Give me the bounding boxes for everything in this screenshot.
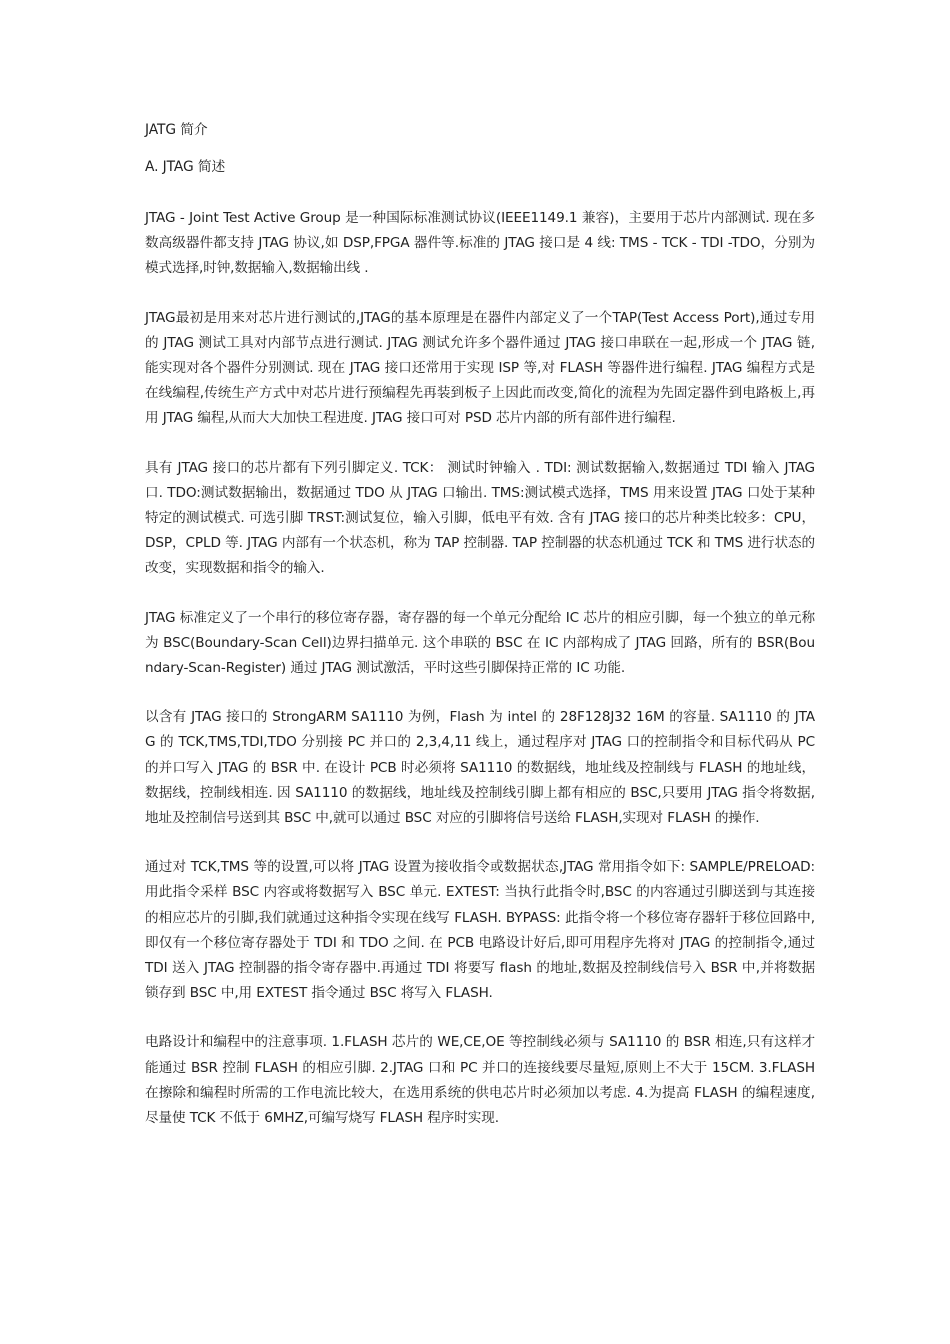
document-page: [145, 118, 815, 1155]
paragraph-principle: JTAG最初是用来对芯片进行测试的,JTAG的基本原理是在器件内部定义了一个TAP(Test Access Port),通过专用的 JTAG 测试工具对内部节点进行测试. JTAG 测试允许多个器件通过 JTAG 接口串联在一起,形成一个 JTAG 链, 能实现对各个器件分别测试. 现在 JTAG 接口还常用于实现 ISP 等,对 FLASH 等器件进行编程. JTAG 编程方式是在线编程,传统生产方式中对芯片进行预编程先再装到板子上因此而改变,简化的流程为先固定器件到电路板上,再用 JTAG 编程,从而大大加快工程进度. JTAG 接口可对 PSD 芯片内部的所有部件进行编程.: [145, 309, 815, 427]
paragraph-overview: JTAG - Joint Test Active Group 是一种国际标准测试协议(IEEE1149.1 兼容)，主要用于芯片内部测试. 现在多数高级器件都支持 JTAG 协议,如 DSP,FPGA 器件等.标准的 JTAG 接口是 4 线: TMS - TCK - TDI -TDO，分别为模式选择,时钟,数据输入,数据输出线 .: [145, 210, 815, 277]
paragraph-example: 以含有 JTAG 接口的 StrongARM SA1110 为例，Flash 为 intel 的 28F128J32 16M 的容量. SA1110 的 JTAG 的 TCK,TMS,TDI,TDO 分别接 PC 并口的 2,3,4,11 线上，通过程序对 JTAG 口的控制指令和目标代码从 PC 的并口写入 JTAG 的 BSR 中. 在设计 PCB 时必须将 SA1110 的数据线，地址线及控制线与 FLASH 的地址线，数据线，控制线相连. 因 SA1110 的数据线，地址线及控制线引脚上都有相应的 BSC,只要用 JTAG 指令将数据,地址及控制信号送到其 BSC 中,就可以通过 BSC 对应的引脚将信号送给 FLASH,实现对 FLASH 的操作.: [145, 709, 815, 827]
paragraph-boundary-scan: JTAG 标准定义了一个串行的移位寄存器，寄存器的每一个单元分配给 IC 芯片的相应引脚，每一个独立的单元称为 BSC(Boundary-Scan Cell)边界扫描单元. 这个串联的 BSC 在 IC 内部构成了 JTAG 回路，所有的 BSR(Boundary-Scan-Register) 通过 JTAG 测试激活，平时这些引脚保持正常的 IC 功能.: [145, 609, 815, 677]
section-heading: A. JTAG 简述: [145, 159, 226, 175]
document-title: JATG 简介: [145, 122, 208, 138]
paragraph-notes: 电路设计和编程中的注意事项. 1.FLASH 芯片的 WE,CE,OE 等控制线必须与 SA1110 的 BSR 相连,只有这样才能通过 BSR 控制 FLASH 的相应引脚. 2.JTAG 口和 PC 并口的连接线要尽量短,原则上不大于 15CM. 3.FLASH 在擦除和编程时所需的工作电流比较大，在选用系统的供电芯片时必须加以考虑. 4.为提高 FLASH 的编程速度,尽量使 TCK 不低于 6MHZ,可编写烧写 FLASH 程序时实现.: [145, 1034, 815, 1127]
paragraph-instructions: 通过对 TCK,TMS 等的设置,可以将 JTAG 设置为接收指令或数据状态,JTAG 常用指令如下: SAMPLE/PRELOAD: 用此指令采样 BSC 内容或将数据写入 BSC 单元. EXTEST: 当执行此指令时,BSC 的内容通过引脚送到与其连接的相应芯片的引脚,我们就通过这种指令实现在线写 FLASH. BYPASS: 此指令将一个移位寄存器轩于移位回路中,即仅有一个移位寄存器处于 TDI 和 TDO 之间. 在 PCB 电路设计好后,即可用程序先将对 JTAG 的控制指令,通过 TDI 送入 JTAG 控制器的指令寄存器中.再通过 TDI 将要写 flash 的地址,数据及控制线信号入 BSR 中,并将数据锁存到 BSC 中,用 EXTEST 指令通过 BSC 将写入 FLASH.: [145, 859, 815, 1002]
paragraph-pin-definitions: 具有 JTAG 接口的芯片都有下列引脚定义. TCK： 测试时钟输入 . TDI: 测试数据输入,数据通过 TDI 输入 JTAG 口. TDO:测试数据输出，数据通过 TDO 从 JTAG 口输出. TMS:测试模式选择，TMS 用来设置 JTAG 口处于某种特定的测试模式. 可选引脚 TRST:测试复位，输入引脚，低电平有效. 含有 JTAG 接口的芯片种类比较多：CPU，DSP，CPLD 等. JTAG 内部有一个状态机，称为 TAP 控制器. TAP 控制器的状态机通过 TCK 和 TMS 进行状态的改变，实现数据和指令的输入.: [145, 459, 815, 577]
